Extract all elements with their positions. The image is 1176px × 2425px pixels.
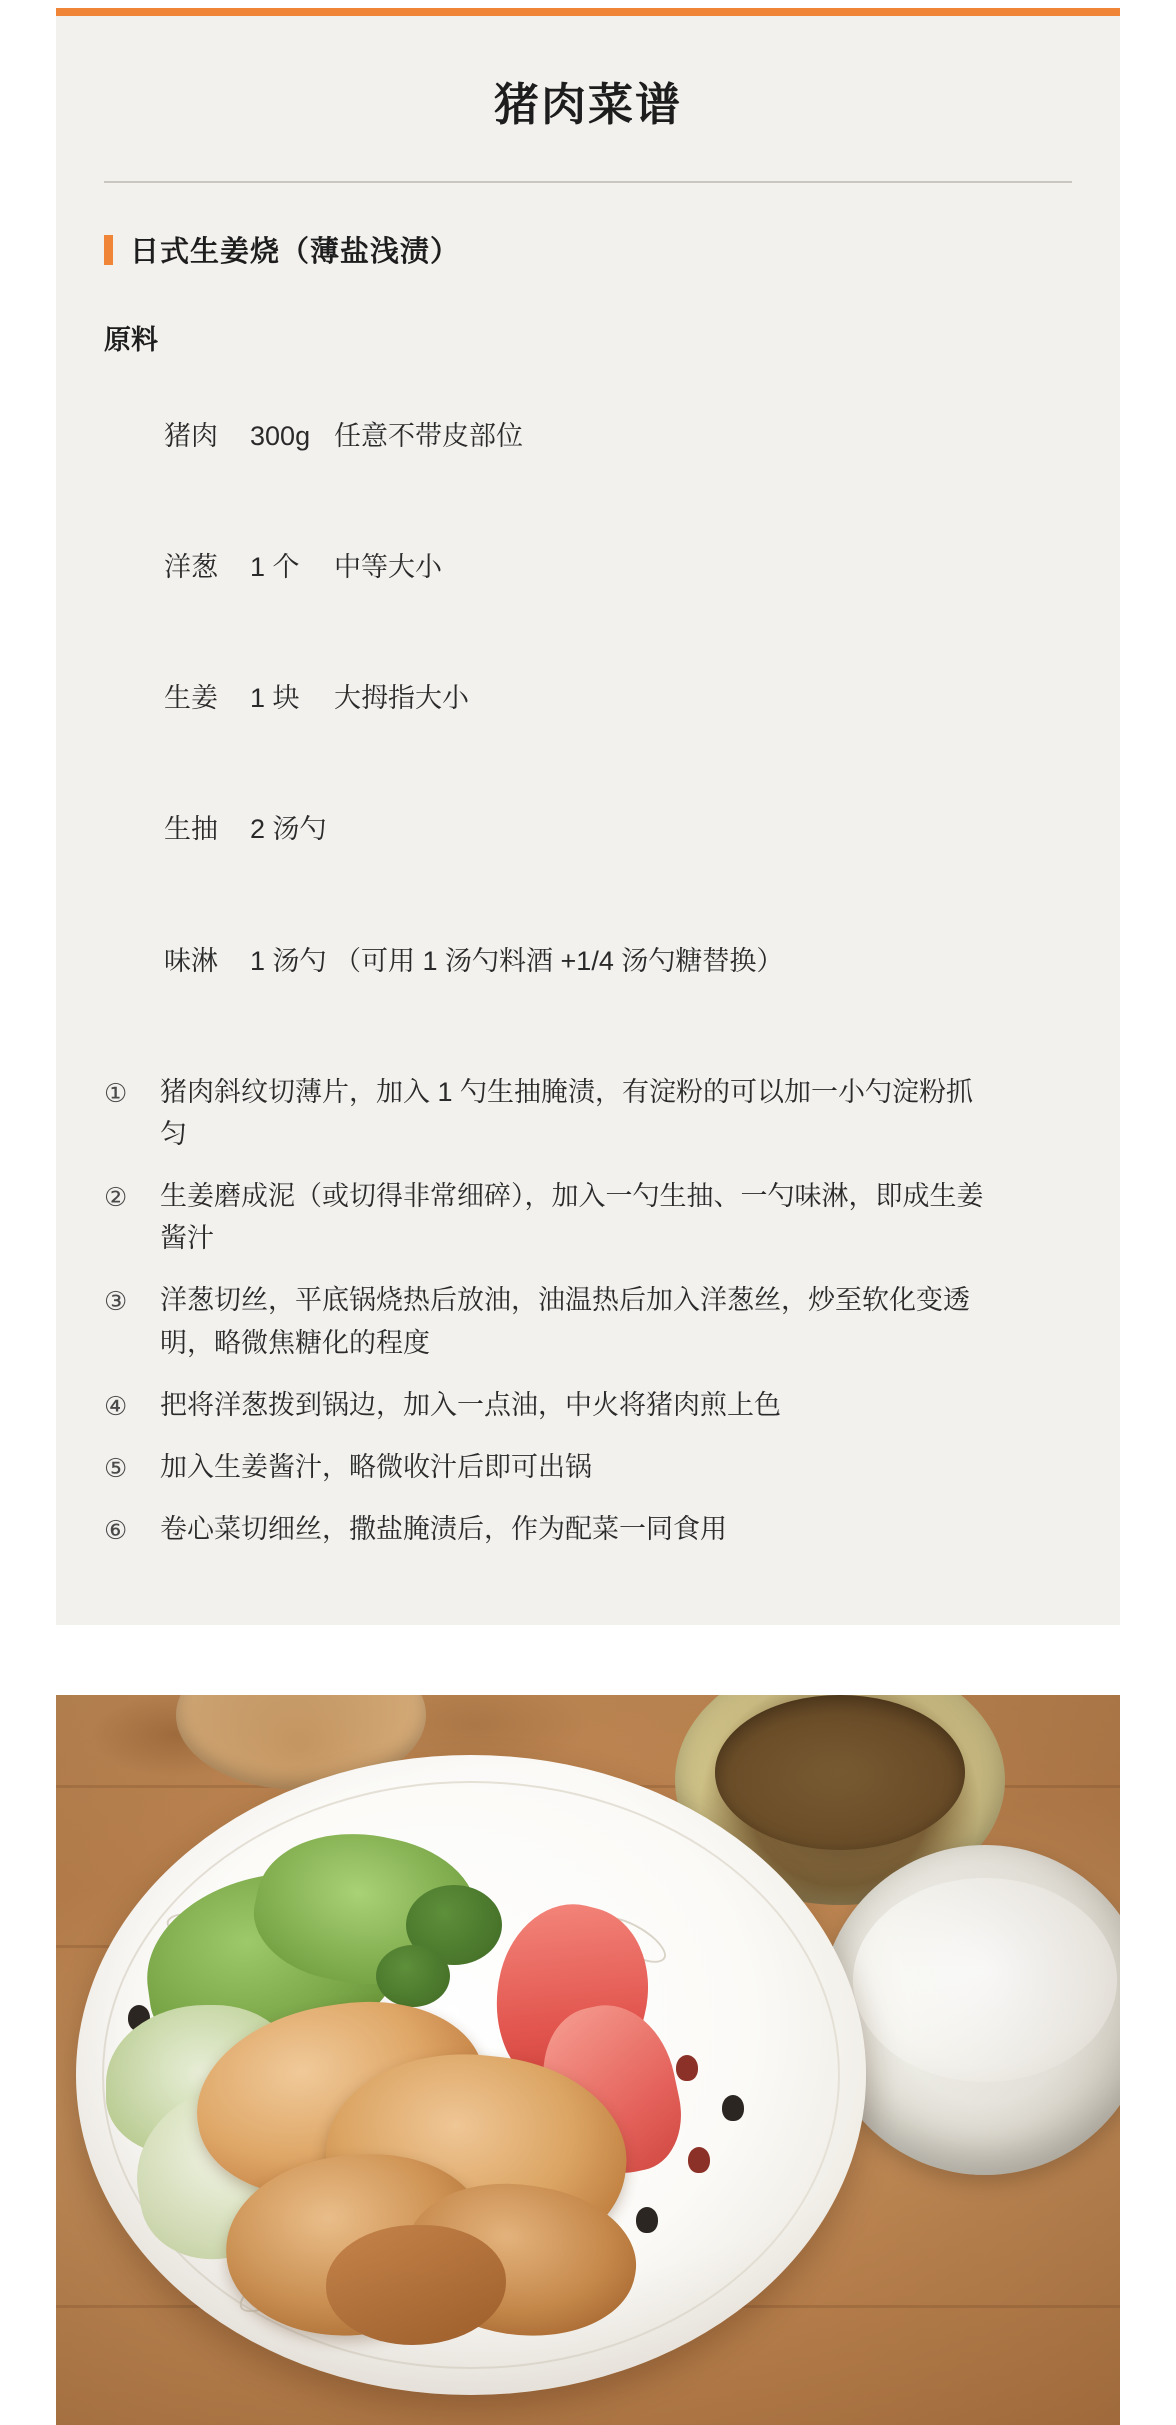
- step-text: 把将洋葱拨到锅边，加入一点油，中火将猪肉煎上色: [160, 1389, 781, 1420]
- photo-background: [56, 1695, 1120, 2425]
- ingredient-name: 洋葱: [164, 551, 219, 582]
- broccoli-floret: [376, 1945, 450, 2007]
- step-number: ③: [104, 1286, 128, 1317]
- step-text: 卷心菜切细丝，撒盐腌渍后，作为配菜一同食用: [160, 1514, 727, 1545]
- ingredient-note: （可用 1 汤勺料酒 +1/4 汤勺糖替换）: [334, 945, 784, 976]
- main-plate: [76, 1755, 866, 2395]
- step-item: [104, 1384, 1072, 1426]
- step-number: ⑤: [104, 1452, 128, 1483]
- step-item: [104, 1071, 1072, 1155]
- step-text: 生姜磨成泥（或切得非常细碎），加入一勺生抽、一勺味淋，即成生姜酱汁: [160, 1181, 984, 1254]
- ingredients-label: 原料: [104, 325, 158, 355]
- ingredient-note: 大拇指大小: [334, 683, 470, 714]
- ingredient-name: 味淋: [164, 945, 219, 976]
- ingredient-qty: 1 个: [250, 551, 300, 582]
- ingredient-name: 生抽: [164, 814, 219, 845]
- step-number: ②: [104, 1182, 128, 1213]
- recipe-heading-label: 日式生姜烧（薄盐浅渍）: [130, 236, 461, 268]
- step-text: 洋葱切丝，平底锅烧热后放油，油温热后加入洋葱丝，炒至软化变透明，略微焦糖化的程度: [160, 1285, 970, 1358]
- accent-top-rule: [56, 8, 1120, 16]
- plate-pattern-dot: [688, 2147, 710, 2173]
- ingredient-name: 生姜: [164, 683, 219, 714]
- ingredient-row: [104, 371, 1120, 502]
- ingredient-name: 猪肉: [164, 420, 219, 451]
- recipe-card: [56, 16, 1120, 1625]
- ingredient-note: 任意不带皮部位: [334, 420, 524, 451]
- ingredient-row: [104, 896, 1120, 1027]
- step-item: [104, 1175, 1072, 1259]
- recipe-heading: [104, 229, 1120, 270]
- page-title: 猪肉菜谱: [493, 79, 682, 130]
- heading-accent-bar: [104, 235, 113, 265]
- step-item: [104, 1279, 1072, 1363]
- ingredient-row: [104, 502, 1120, 633]
- plate-pattern-dot: [676, 2055, 698, 2081]
- title-divider: [104, 181, 1072, 183]
- step-number: ⑥: [104, 1515, 128, 1546]
- ingredient-qty: 1 块: [250, 683, 300, 714]
- step-text: 加入生姜酱汁，略微收汁后即可出锅: [160, 1451, 592, 1482]
- step-item: [104, 1446, 1072, 1488]
- ingredient-qty: 300g: [250, 420, 311, 451]
- ingredient-row: [104, 633, 1120, 764]
- plate-pattern-dot: [636, 2207, 658, 2233]
- plate-pattern-dot: [722, 2095, 744, 2121]
- ingredient-note: 中等大小: [334, 551, 443, 582]
- ingredient-row: [104, 765, 1120, 896]
- dish-photo: [56, 1695, 1120, 2425]
- step-text: 猪肉斜纹切薄片，加入 1 勺生抽腌渍，有淀粉的可以加一小勺淀粉抓匀: [160, 1077, 974, 1150]
- ingredient-qty: 1 汤勺: [250, 945, 327, 976]
- steps-section: [104, 1071, 1072, 1551]
- step-number: ①: [104, 1078, 128, 1109]
- ingredient-qty: 2 汤勺: [250, 814, 327, 845]
- ingredients-section: [104, 318, 1120, 1027]
- step-number: ④: [104, 1390, 128, 1421]
- recipe-page: [0, 16, 1176, 2425]
- step-item: [104, 1508, 1072, 1550]
